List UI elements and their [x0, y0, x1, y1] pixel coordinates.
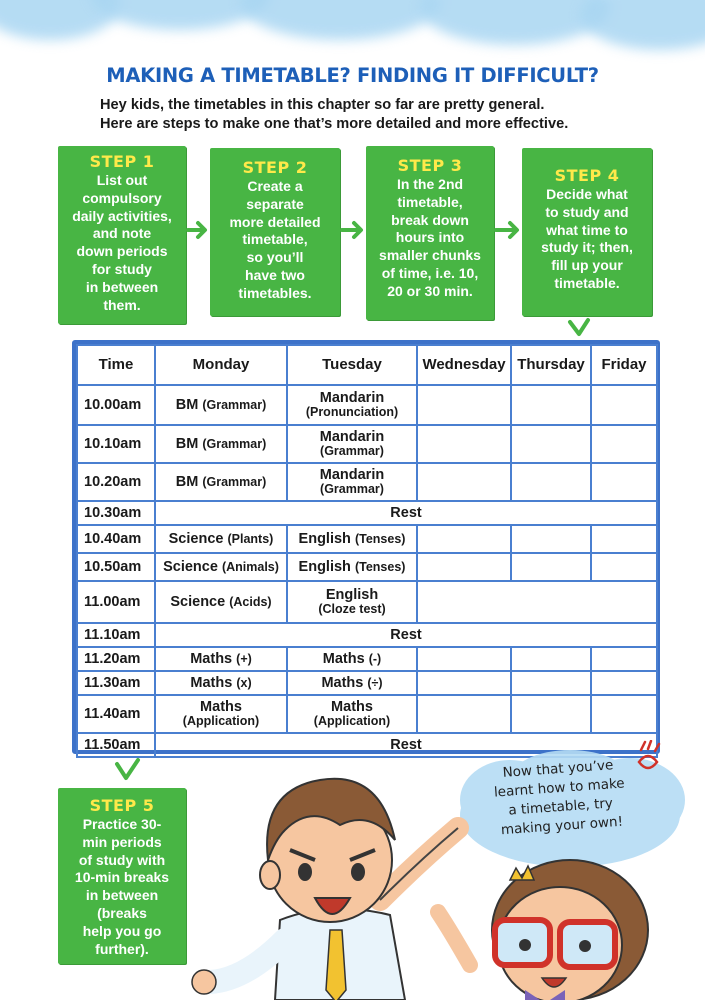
monday-cell: [155, 525, 287, 553]
empty-cell: [511, 671, 591, 695]
subject: Maths: [200, 699, 242, 715]
topic: (Application): [313, 714, 391, 728]
tuesday-cell: [287, 647, 417, 671]
step-number: STEP 5: [89, 796, 155, 815]
step-line: of study with: [78, 851, 166, 868]
topic: (Cloze test): [318, 602, 386, 616]
step-number: STEP 3: [397, 156, 463, 175]
step-line: Practice 30-: [82, 816, 162, 832]
table-row: [77, 581, 657, 623]
empty-cell: [591, 671, 657, 695]
empty-cell: [591, 695, 657, 733]
empty-cell: [511, 695, 591, 733]
subject: Maths: [322, 651, 365, 667]
tuesday-cell: [287, 695, 417, 733]
step-number: STEP 2: [242, 158, 308, 177]
empty-cell: [417, 695, 511, 733]
step-line: fill up your: [551, 257, 623, 274]
topic: (Pronunciation): [305, 405, 399, 419]
step-line: of time, i.e. 10,: [381, 264, 479, 281]
rest-cell: Rest: [155, 733, 657, 757]
step-line: study it; then,: [541, 239, 633, 256]
monday-cell: [155, 553, 287, 581]
time-cell: 10.50am: [77, 553, 155, 581]
step-line: in between: [85, 887, 159, 904]
arrow-down-icon: [566, 316, 592, 340]
tuesday-cell: [287, 581, 417, 623]
empty-cell: [591, 425, 657, 463]
empty-cell: [511, 525, 591, 553]
step-line: down periods: [76, 243, 168, 260]
subject: English: [298, 559, 351, 575]
subject: BM: [175, 474, 199, 490]
topic: (Application): [182, 714, 260, 728]
step-line: help you go: [82, 922, 162, 939]
tuesday-cell: [287, 553, 417, 581]
empty-cell: [417, 581, 657, 623]
table-header-row: [77, 345, 657, 385]
table-row: [77, 553, 657, 581]
subject: Maths: [321, 675, 364, 691]
empty-cell: [511, 647, 591, 671]
table-row: [77, 425, 657, 463]
monday-cell: [155, 671, 287, 695]
step-line: 20 or 30 min.: [387, 282, 473, 299]
tuesday-cell: [287, 671, 417, 695]
rest-cell: Rest: [155, 501, 657, 525]
speech-line: Now that you’ve: [502, 757, 614, 781]
subject: BM: [175, 436, 199, 452]
step-line: min periods: [82, 833, 162, 850]
table-row: [77, 385, 657, 425]
page-title: MAKING A TIMETABLE? FINDING IT DIFFICULT?: [106, 64, 599, 87]
empty-cell: [511, 385, 591, 425]
time-cell: 10.10am: [77, 425, 155, 463]
step-line: 10-min breaks: [74, 869, 170, 886]
monday-cell: [155, 463, 287, 501]
step-line: daily activities,: [72, 207, 172, 224]
intro-text: [100, 96, 680, 134]
step-line: In the 2nd: [396, 176, 464, 192]
table-row: [77, 463, 657, 501]
subject: English: [325, 587, 379, 603]
tuesday-cell: [287, 385, 417, 425]
doodle-icon: [635, 740, 661, 774]
step-line: to study and: [545, 203, 629, 220]
step-line: and note: [92, 225, 152, 242]
topic: (Grammar): [202, 398, 267, 412]
subject: Maths: [190, 651, 233, 667]
speech-line: a timetable, try: [507, 795, 614, 819]
step-line: (breaks: [97, 904, 147, 921]
topic: (Tenses): [354, 532, 406, 546]
column-header: Friday: [591, 345, 657, 385]
step-1-box: [58, 146, 186, 324]
speech-bubble: [478, 755, 643, 842]
empty-cell: [417, 425, 511, 463]
empty-cell: [591, 553, 657, 581]
topic: (Animals): [221, 560, 279, 574]
speech-line: making your own!: [500, 813, 624, 839]
empty-cell: [417, 525, 511, 553]
subject: English: [298, 531, 351, 547]
time-cell: 10.40am: [77, 525, 155, 553]
subject: Maths: [331, 699, 373, 715]
arrow-down-icon: [112, 756, 142, 784]
topic: (Grammar): [320, 482, 384, 496]
step-line: hours into: [395, 229, 465, 246]
empty-cell: [511, 553, 591, 581]
topic: (Grammar): [202, 475, 267, 489]
step-line: them.: [103, 296, 141, 313]
table-row: [77, 501, 657, 525]
intro-line: Hey kids, the timetables in this chapter so far are pretty general.: [100, 97, 545, 113]
time-cell: 10.20am: [77, 463, 155, 501]
table-row: [77, 623, 657, 647]
arrow-right-icon: [340, 218, 366, 242]
empty-cell: [417, 647, 511, 671]
step-line: timetables.: [238, 284, 312, 301]
subject: Science: [168, 531, 224, 547]
girl-character-icon: [430, 850, 705, 1000]
monday-cell: [155, 385, 287, 425]
tuesday-cell: [287, 525, 417, 553]
subject: Mandarin: [319, 390, 385, 406]
step-line: in between: [85, 278, 159, 295]
topic: (Grammar): [202, 437, 267, 451]
step-line: break down: [391, 211, 469, 228]
column-header: Time: [77, 345, 155, 385]
empty-cell: [417, 553, 511, 581]
subject: Mandarin: [319, 429, 385, 445]
tuesday-cell: [287, 463, 417, 501]
time-cell: 10.00am: [77, 385, 155, 425]
subject: BM: [175, 397, 199, 413]
arrow-right-icon: [494, 218, 522, 242]
topic: (Grammar): [320, 444, 384, 458]
step-2-box: [210, 148, 340, 316]
speech-line: learnt how to make: [493, 775, 626, 801]
step-4-box: [522, 148, 652, 316]
empty-cell: [591, 385, 657, 425]
table-row: [77, 525, 657, 553]
step-line: separate: [246, 195, 304, 212]
time-cell: 11.20am: [77, 647, 155, 671]
arrow-right-icon: [186, 218, 210, 242]
column-header: Monday: [155, 345, 287, 385]
topic: (x): [236, 676, 252, 690]
time-cell: 11.10am: [77, 623, 155, 647]
time-cell: 10.30am: [77, 501, 155, 525]
topic: (Acids): [229, 595, 272, 609]
topic: (-): [368, 652, 382, 666]
rest-cell: Rest: [155, 623, 657, 647]
subject: Mandarin: [319, 467, 385, 483]
subject: Maths: [190, 675, 233, 691]
subject: Science: [170, 594, 226, 610]
empty-cell: [591, 525, 657, 553]
time-cell: 11.30am: [77, 671, 155, 695]
top-clouds: [0, 0, 705, 70]
monday-cell: [155, 425, 287, 463]
step-3-box: [366, 146, 494, 320]
intro-line: Here are steps to make one that’s more detailed and more effective.: [100, 116, 569, 132]
empty-cell: [511, 463, 591, 501]
empty-cell: [417, 671, 511, 695]
table-row: [77, 647, 657, 671]
subject: Science: [163, 559, 218, 575]
column-header: Wednesday: [417, 345, 511, 385]
step-line: timetable.: [554, 274, 620, 291]
step-line: further).: [95, 940, 149, 957]
step-line: timetable,: [242, 231, 308, 248]
step-number: STEP 1: [89, 152, 155, 171]
monday-cell: [155, 647, 287, 671]
topic: (Plants): [227, 532, 274, 546]
topic: (+): [236, 652, 252, 666]
step-line: so you’ll: [246, 249, 304, 266]
column-header: Tuesday: [287, 345, 417, 385]
step-line: compulsory: [82, 189, 162, 206]
tuesday-cell: [287, 425, 417, 463]
monday-cell: [155, 581, 287, 623]
step-line: more detailed: [229, 213, 321, 230]
step-line: have two: [245, 266, 305, 283]
timetable: [76, 344, 658, 758]
step-number: STEP 4: [554, 166, 620, 185]
step-line: what time to: [546, 221, 628, 238]
step-line: Create a: [247, 178, 303, 194]
step-line: for study: [92, 260, 152, 277]
empty-cell: [591, 463, 657, 501]
topic: (Tenses): [354, 560, 406, 574]
monday-cell: [155, 695, 287, 733]
step-line: Decide what: [546, 186, 628, 202]
time-cell: 11.40am: [77, 695, 155, 733]
topic: (÷): [367, 676, 383, 690]
column-header: Thursday: [511, 345, 591, 385]
table-row: [77, 671, 657, 695]
table-row: [77, 695, 657, 733]
empty-cell: [417, 463, 511, 501]
time-cell: 11.00am: [77, 581, 155, 623]
time-cell: 11.50am: [77, 733, 155, 757]
empty-cell: [511, 425, 591, 463]
step-5-box: [58, 788, 186, 964]
step-line: timetable,: [397, 193, 463, 210]
step-line: List out: [96, 172, 148, 188]
empty-cell: [591, 647, 657, 671]
empty-cell: [417, 385, 511, 425]
step-line: smaller chunks: [379, 247, 481, 264]
